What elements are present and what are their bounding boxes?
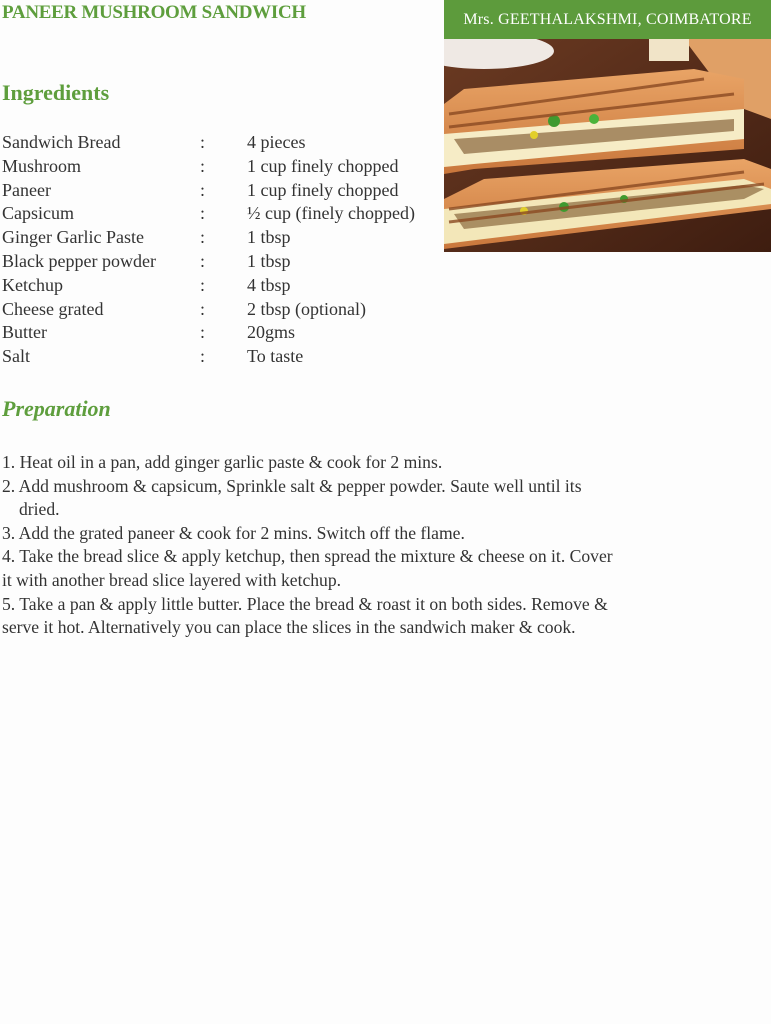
- step-line: it with another bread slice layered with ketchup.: [2, 569, 342, 590]
- ingredient-name: Black pepper powder: [2, 250, 156, 271]
- ingredient-name: Salt: [2, 346, 31, 367]
- grilled-sandwich-icon: [444, 39, 771, 252]
- step-line: dried.: [19, 499, 60, 520]
- list-item: [2, 155, 442, 179]
- ingredients-heading: Ingredients: [2, 80, 110, 105]
- ingredient-qty: 2 tbsp (optional): [247, 298, 366, 319]
- list-item: [2, 250, 442, 274]
- preparation-steps: [2, 451, 717, 640]
- separator: :: [200, 298, 206, 319]
- separator: :: [200, 322, 206, 343]
- list-item: [2, 202, 442, 226]
- sandwich-photo: [444, 39, 771, 252]
- step-line: 4. Take the bread slice & apply ketchup, then spread the mixture & cheese on it. Cover: [2, 546, 613, 567]
- ingredient-name: Ketchup: [2, 274, 63, 295]
- ingredient-name: Ginger Garlic Paste: [2, 227, 144, 248]
- step-line: 2. Add mushroom & capsicum, Sprinkle salt & pepper powder. Saute well until its: [2, 475, 582, 496]
- list-item: [2, 321, 442, 345]
- ingredient-qty: ½ cup (finely chopped): [247, 203, 415, 224]
- ingredient-name: Butter: [2, 322, 47, 343]
- ingredient-qty: 1 tbsp: [247, 227, 291, 248]
- ingredients-list: [2, 131, 442, 369]
- separator: :: [200, 346, 206, 367]
- separator: :: [200, 227, 206, 248]
- separator: :: [200, 203, 206, 224]
- ingredient-name: Sandwich Bread: [2, 132, 121, 152]
- separator: :: [200, 132, 206, 152]
- ingredient-name: Capsicum: [2, 203, 74, 224]
- ingredient-name: Mushroom: [2, 155, 82, 176]
- separator: :: [200, 250, 206, 271]
- preparation-heading: Preparation: [2, 396, 111, 421]
- ingredient-name: Paneer: [2, 179, 51, 200]
- list-item: [2, 298, 442, 322]
- ingredient-qty: 4 tbsp: [247, 274, 291, 295]
- list-item: [2, 131, 442, 155]
- step-line: 1. Heat oil in a pan, add ginger garlic paste & cook for 2 mins.: [2, 452, 443, 472]
- ingredient-qty: 1 tbsp: [247, 250, 291, 271]
- step-line: 3. Add the grated paneer & cook for 2 mins. Switch off the flame.: [2, 522, 465, 543]
- ingredient-name: Cheese grated: [2, 298, 104, 319]
- author-banner: Mrs. GEETHALAKSHMI, COIMBATORE: [444, 0, 771, 39]
- list-item: [2, 345, 442, 369]
- list-item: [2, 226, 442, 250]
- ingredient-qty: To taste: [247, 346, 304, 367]
- separator: :: [200, 274, 206, 295]
- ingredient-qty: 20gms: [247, 322, 296, 343]
- recipe-title: PANEER MUSHROOM SANDWICH: [2, 2, 306, 23]
- list-item: [2, 179, 442, 203]
- ingredient-qty: 1 cup finely chopped: [247, 179, 399, 200]
- step-line: serve it hot. Alternatively you can place the slices in the sandwich maker & cook.: [2, 617, 576, 638]
- ingredient-qty: 1 cup finely chopped: [247, 155, 399, 176]
- separator: :: [200, 155, 206, 176]
- separator: :: [200, 179, 206, 200]
- ingredient-qty: 4 pieces: [247, 132, 306, 152]
- list-item: [2, 274, 442, 298]
- step-line: 5. Take a pan & apply little butter. Place the bread & roast it on both sides. Remove &: [2, 593, 608, 614]
